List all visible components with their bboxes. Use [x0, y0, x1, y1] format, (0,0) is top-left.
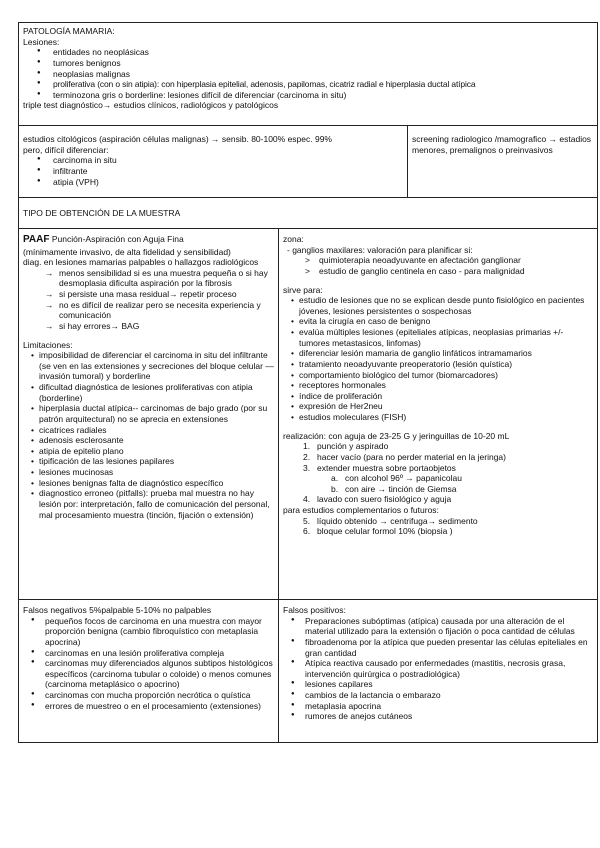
- complementarios-title: para estudios complementarios o futuros:: [283, 505, 439, 515]
- falsos-positivos-box: [278, 599, 598, 743]
- citologicos-list: [23, 155, 403, 187]
- patologia-mamaria-box: [18, 22, 598, 126]
- list-item: ● entidades no neoplásicas: [23, 47, 593, 58]
- citologicos-box: [18, 125, 408, 198]
- list-item: • receptores hormonales: [283, 380, 593, 391]
- list-item: ● metaplasia apocrina: [283, 701, 593, 712]
- list-item: 3. extender muestra sobre portaobjetos: [303, 462, 456, 473]
- list-item: • diagnostico erroneo (pitfalls): prueba mal muestra no hay lesión por: interpretación, fallo de comunicación del personal, mal procesamiento muestra (tinción, fijación o extensión): [23, 488, 274, 520]
- list-item: ● tumores benignos: [23, 58, 593, 69]
- list-item: → si persiste una masa residual→ repetir proceso: [23, 289, 274, 300]
- paaf-arrow-list: [23, 268, 274, 332]
- paaf-right-box: [278, 228, 598, 600]
- list-item: • hiperplasia ductal atípica-- carcinomas de bajo grado (por su patrón arquitectural) no se aprecia en extensiones: [23, 403, 274, 424]
- list-item: b. con aire → tinción de Giemsa: [331, 483, 457, 494]
- list-item: ● neoplasias malignas: [23, 69, 593, 80]
- list-item: • índice de proliferación: [283, 391, 593, 402]
- paaf-line: (mínimamente invasivo, de alta fidelidad y sensibilidad): [23, 246, 231, 257]
- list-item: ● terminozona gris o borderline: lesiones difícil de diferenciar (carcinoma in situ): [23, 90, 593, 101]
- realizacion-substeps: [283, 473, 593, 494]
- list-item: > estudio de ganglio centinela en caso - para malignidad: [283, 266, 593, 277]
- falsos-positivos-title: Falsos positivos:: [283, 605, 346, 615]
- box-subtitle: Lesiones:: [23, 36, 60, 47]
- paaf-abbr: PAAF: [23, 234, 50, 245]
- list-item: → si hay errores→ BAG: [23, 321, 274, 332]
- list-item: > quimioterapia neoadyuvante en afectación ganglionar: [283, 255, 593, 266]
- tipo-obtencion-box: [18, 197, 598, 229]
- list-item: ● cambios de la lactancia o embarazo: [283, 690, 593, 701]
- realizacion-step4: [283, 494, 593, 505]
- complementarios-steps: [283, 516, 593, 537]
- list-item: • dificultad diagnóstica de lesiones proliferativas con atipia (borderline): [23, 382, 274, 403]
- list-item: • adenosis esclerosante: [23, 435, 274, 446]
- list-item: ● proliferativa (con o sin atipia): con hiperplasia epitelial, adenosis, papilomas, cicatriz radial e hiperplasia ductal atípica: [23, 79, 593, 90]
- lesiones-list: [23, 47, 593, 100]
- list-item: ● carcinoma in situ: [23, 155, 403, 166]
- list-item: ● Atípica reactiva causado por enfermedades (mastitis, necrosis grasa, intervención quirúrgica o postradiológica): [283, 658, 593, 679]
- citologicos-line: pero, difícil diferenciar:: [23, 144, 109, 155]
- list-item: • atipia de epitelio plano: [23, 446, 274, 457]
- list-item: • diferenciar lesión mamaria de ganglio linfáticos intramamarios: [283, 348, 593, 359]
- falsos-positivos-list: [283, 616, 593, 722]
- list-item: ● errores de muestreo o en el procesamiento (extensiones): [23, 701, 274, 712]
- falsos-negativos-list: [23, 616, 274, 712]
- paaf-left-box: [18, 228, 279, 600]
- zona-list: [283, 255, 593, 276]
- paaf-name: Punción-Aspiración con Aguja Fina: [51, 234, 184, 244]
- list-item: ● rumores de anejos cutáneos: [283, 711, 593, 722]
- list-item: ● pequeños focos de carcinoma en una muestra con mayor proporción benigna (cambio fibroquístico con metaplasia apocrina): [23, 616, 274, 648]
- list-item: • tratamiento neoadyuvante preoperatorio (lesión quística): [283, 359, 593, 370]
- list-item: a. con alcohol 96º → papanicolau: [331, 473, 462, 484]
- list-item: • lesiones mucinosas: [23, 467, 274, 478]
- list-item: • comportamiento biológico del tumor (biomarcadores): [283, 370, 593, 381]
- list-item: • cicatrices radiales: [23, 425, 274, 436]
- falsos-negativos-title: Falsos negativos 5%palpable 5-10% no palpables: [23, 605, 212, 615]
- list-item: 4. lavado con suero fisiológico y aguja: [303, 494, 452, 505]
- list-item: • imposibilidad de diferenciar el carcinoma in situ del infiltrante (se ven en las extensiones y secreciones del bloque celular — invasión tumoral) y borderline: [23, 350, 274, 382]
- box-title: PATOLOGÍA MAMARIA:: [23, 26, 115, 36]
- list-item: → menos sensibilidad si es una muestra pequeña o si hay desmoplasia dificulta aspiración por la fibrosis: [23, 268, 274, 289]
- list-item: 1. punción y aspirado: [303, 441, 389, 452]
- falsos-negativos-box: [18, 599, 279, 743]
- list-item: ● Preparaciones subóptimas (atípica) causada por una alteración de el material utilizado para la extensión o fijación o poca cantidad de células: [283, 616, 593, 637]
- list-item: • tipificación de las lesiones papilares: [23, 456, 274, 467]
- zona-title: zona:: [283, 234, 304, 244]
- zona-dash: - ganglios maxilares: valoración para planificar si:: [287, 244, 473, 255]
- list-item: 5. líquido obtenido → centrifuga→ sedimento: [303, 515, 478, 526]
- list-item: ● carcinomas con mucha proporción necrótica o quística: [23, 690, 274, 701]
- list-item: ● carcinomas en una lesión proliferativa compleja: [23, 648, 274, 659]
- limitaciones-title: Limitaciones:: [23, 339, 73, 350]
- section-title: TIPO DE OBTENCIÓN DE LA MUESTRA: [23, 208, 181, 218]
- screening-text: screening radiologico /mamografico → estadios menores, premalignos o preinvasivos: [412, 134, 592, 155]
- list-item: ● infiltrante: [23, 166, 403, 177]
- screening-box: [407, 125, 598, 198]
- paaf-header: [23, 234, 274, 247]
- list-item: → no es difícil de realizar pero se necesita experiencia y comunicación: [23, 300, 274, 321]
- realizacion-steps: [283, 441, 593, 473]
- limitaciones-list: [23, 350, 274, 520]
- list-item: • estudios moleculares (FISH): [283, 412, 593, 423]
- list-item: 6. bloque celular formol 10% (biopsia ): [303, 526, 453, 537]
- list-item: ● carcinomas muy diferenciados algunos subtipos histológicos específicos (carcinoma tubular o coloide) o menos comunes (carcinoma metaplásico o apocrino): [23, 658, 274, 690]
- list-item: 2. hacer vacío (para no perder material en la jeringa): [303, 451, 506, 462]
- list-item: • lesiones benignas falta de diagnóstico específico: [23, 478, 274, 489]
- list-item: • evalúa múltiples lesiones (epiteliales atípicas, neoplasias primarias +/- tumores metastasicos, linfomas): [283, 327, 593, 348]
- list-item: ● fibroadenoma por la atípica que pueden presentar las células epiteliales en gran cantidad: [283, 637, 593, 658]
- sirve-title: sirve para:: [283, 284, 323, 295]
- box-footer: triple test diagnóstico→ estudios clínicos, radiológicos y patológicos: [23, 100, 279, 111]
- realizacion-title: realización: con aguja de 23-25 G y jeringuillas de 10-20 mL: [283, 430, 510, 441]
- list-item: • evita la cirugía en caso de benigno: [283, 316, 593, 327]
- list-item: • estudio de lesiones que no se explican desde punto fisiológico en pacientes jóvenes, lesiones persistentes o sospechosas: [283, 295, 593, 316]
- sirve-list: [283, 295, 593, 423]
- list-item: ● lesiones capilares: [283, 679, 593, 690]
- paaf-line: diag. en lesiones mamarias palpables o hallazgos radiológicos: [23, 257, 259, 268]
- list-item: ● atipia (VPH): [23, 177, 403, 188]
- list-item: • expresión de Her2neu: [283, 401, 593, 412]
- citologicos-line: estudios citológicos (aspiración células malignas) → sensib. 80-100% espec. 99%: [23, 134, 332, 144]
